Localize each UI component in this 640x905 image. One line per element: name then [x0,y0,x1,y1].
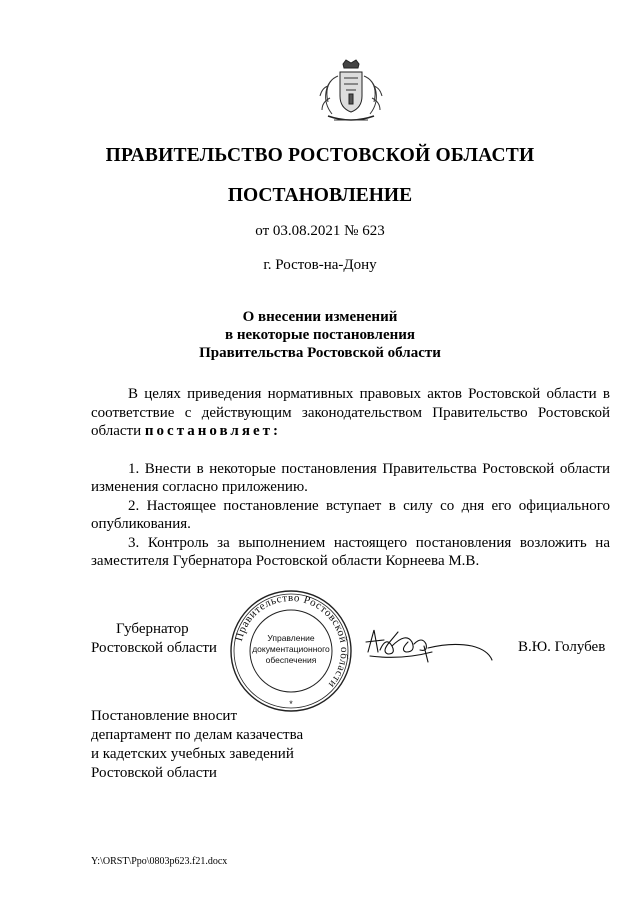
document-city: г. Ростов-на-Дону [263,257,377,273]
decree-item-2: 2. Настоящее постановление вступает в силу со дня его официального опубликования. [91,497,610,532]
document-date-number: от 03.08.2021 № 623 [255,223,385,239]
subject-line: в некоторые постановления [224,327,416,343]
government-title: ПРАВИТЕЛЬСТВО РОСТОВСКОЙ ОБЛАСТИ [105,145,535,166]
stamp-inner-line: Управление [267,633,315,643]
file-path-footer: Y:\ORST\Ppo\0803p623.f21.docx [91,856,228,867]
signatory-position [91,620,217,658]
document-body [91,385,610,571]
preamble-decree-word: постановляет: [144,423,281,439]
decree-item-1: 1. Внести в некоторые постановления Правительства Ростовской области изменения согласно приложению. [91,460,610,495]
document-subject [0,308,640,362]
stamp-inner-line: обеспечения [265,655,317,665]
preamble-paragraph [91,385,610,441]
signatory-name: В.Ю. Голубев [518,639,606,655]
author-line: Ростовской области [91,765,217,781]
stamp-inner-line: документационного [252,644,330,654]
handwritten-signature [362,622,497,668]
author-line: департамент по делам казачества [91,727,304,743]
stamp-star: * [289,699,293,709]
document-author-note [91,707,303,783]
subject-line: О внесении изменений [242,309,398,325]
decree-item-3: 3. Контроль за выполнением настоящего постановления возложить на заместителя Губернатора Ростовской области Корнеева М.В. [91,534,610,569]
coat-of-arms-icon [316,58,386,126]
author-line: Постановление вносит [91,708,238,724]
author-line: и кадетских учебных заведений [91,746,294,762]
preamble-text: В целях приведения нормативных правовых актов Ростовской области в соответствие с действующим законодательством Правительство Ростовской области [91,386,610,439]
stamp-outer-text: Правительство Ростовской области [233,591,351,691]
official-stamp [229,589,353,713]
signatory-position-line: Губернатор [116,621,189,637]
subject-line: Правительства Ростовской области [199,345,441,361]
document-type: ПОСТАНОВЛЕНИЕ [227,185,413,206]
signatory-position-line: Ростовской области [91,640,217,656]
